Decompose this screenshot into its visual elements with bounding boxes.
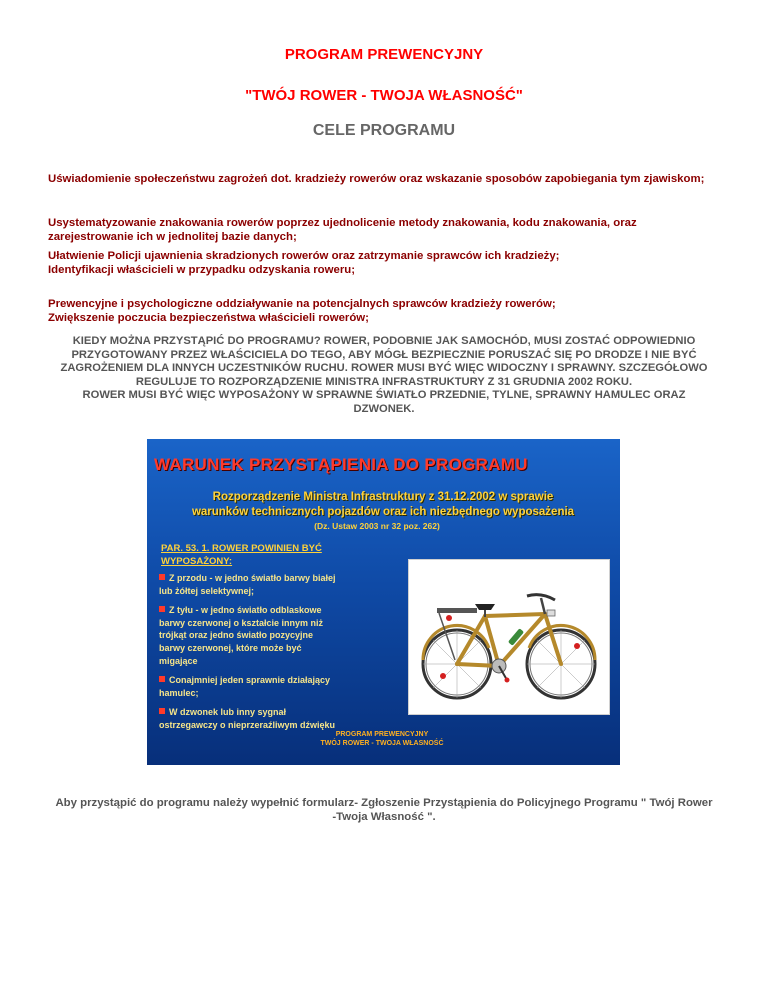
- equipment-item: [159, 572, 403, 597]
- description-line: KIEDY MOŻNA PRZYSTĄPIĆ DO PROGRAMU? ROWER, PODOBNIE JAK SAMOCHÓD, MUSI ZOSTAĆ ODPOWIEDNIO: [72, 335, 696, 347]
- equipment-list: [159, 572, 403, 739]
- slide-footer-line: TWÓJ ROWER - TWOJA WŁASNOŚĆ: [320, 740, 444, 747]
- equipment-line: lub żółtej selektywnej;: [159, 585, 255, 596]
- join-instructions-line: Aby przystąpić do programu należy wypełnić formularz- Zgłoszenie Przystąpienia do Policyjnego Programu " Twój Rower: [55, 797, 713, 809]
- equipment-line: hamulec;: [159, 687, 199, 698]
- slide-regulation-line: Rozporządzenie Ministra Infrastruktury z 31.12.2002 w sprawie: [212, 491, 554, 503]
- bullet-icon: [159, 574, 165, 580]
- equipment-line: ostrzegawczy o nieprzeraźliwym dźwięku: [159, 719, 336, 730]
- equipment-line: barwy czerwonej o kształcie innym niż: [159, 617, 324, 628]
- slide-paragraph-line: PAR. 53. 1. ROWER POWINIEN BYĆ: [161, 543, 322, 554]
- equipment-line: W dzwonek lub inny sygnał: [169, 707, 287, 718]
- slide-paragraph-line: WYPOSAŻONY:: [161, 555, 233, 567]
- goal-line: Zwiększenie poczucia bezpieczeństwa właścicieli rowerów;: [48, 312, 369, 324]
- goal-line: Usystematyzowanie znakowania rowerów poprzez ujednolicenie metody znakowania, kodu znakowania, oraz: [48, 217, 637, 229]
- equipment-line: trójkąt oraz jedno światło pozycyjne: [159, 630, 314, 641]
- description-line: REGULUJE TO ROZPORZĄDZENIE MINISTRA INFRASTRUKTURY Z 31 GRUDNIA 2002 ROKU.: [135, 375, 633, 388]
- program-description: [14, 335, 754, 416]
- goals-heading: CELE PROGRAMU: [312, 122, 456, 139]
- program-name: "TWÓJ ROWER - TWOJA WŁASNOŚĆ": [245, 87, 523, 104]
- slide-regulation-line: warunków technicznych pojazdów oraz ich niezbędnego wyposażenia: [191, 506, 575, 518]
- goal-item: [48, 216, 728, 244]
- program-condition-slide: [147, 439, 620, 765]
- join-instructions-line: -Twoja Własność ".: [332, 811, 436, 823]
- bullet-icon: [159, 708, 165, 714]
- description-line: DZWONEK.: [353, 402, 415, 415]
- description-line: ROWER MUSI BYĆ WIĘC WYPOSAŻONY W SPRAWNE ŚWIATŁO PRZEDNIE, TYLNE, SPRAWNY HAMULEC ORAZ: [82, 389, 686, 401]
- join-instructions: [24, 796, 744, 824]
- slide-paragraph: [161, 543, 396, 568]
- slide-reference: (Dz. Ustaw 2003 nr 32 poz. 262): [314, 521, 440, 531]
- bullet-icon: [159, 676, 165, 682]
- equipment-item: [159, 706, 403, 731]
- description-line: ZAGROŻENIEM DLA INNYCH UCZESTNIKÓW RUCHU. ROWER MUSI BYĆ WIĘC WIDOCZNY I SPRAWNY. SZCZEGÓŁOWO: [60, 362, 708, 374]
- equipment-item: [159, 604, 403, 667]
- slide-footer: [257, 730, 507, 748]
- goal-item: [48, 249, 728, 277]
- goal-line: zarejestrowanie ich w jednolitej bazie danych;: [48, 231, 297, 243]
- equipment-line: Conajmniej jeden sprawnie działający: [169, 675, 331, 686]
- equipment-line: Z przodu - w jedno światło barwy białej: [169, 573, 336, 583]
- equipment-item: [159, 674, 403, 699]
- page-title: PROGRAM PREWENCYJNY: [284, 46, 484, 63]
- description-line: PRZYGOTOWANY PRZEZ WŁAŚCICIELA DO TEGO, ABY MÓGŁ BEZPIECZNIE PORUSZAĆ SIĘ PO DRODZE I NIE BYĆ: [71, 348, 697, 361]
- goal-line: Ułatwienie Policji ujawnienia skradzionych rowerów oraz zatrzymanie sprawców ich kradzieży;: [48, 250, 560, 262]
- equipment-line: barwy czerwonej, które może być: [159, 642, 302, 653]
- slide-regulation: [153, 490, 613, 520]
- equipment-line: Z tyłu - w jedno światło odblaskowe: [169, 605, 322, 616]
- bicycle-image: [408, 559, 610, 715]
- slide-title: WARUNEK PRZYSTĄPIENIA DO PROGRAMU: [154, 455, 528, 474]
- goal-line: Identyfikacji właścicieli w przypadku odzyskania roweru;: [48, 264, 356, 276]
- equipment-line: migające: [159, 655, 198, 666]
- goal-line: Prewencyjne i psychologiczne oddziaływanie na potencjalnych sprawców kradzieży rowerów;: [48, 298, 556, 310]
- bullet-icon: [159, 606, 165, 612]
- goal-item: [48, 297, 728, 325]
- bicycle-icon: [409, 560, 609, 714]
- goal-item: [48, 172, 728, 186]
- goal-line: Uświadomienie społeczeństwu zagrożeń dot. kradzieży rowerów oraz wskazanie sposobów zapobiegania tym zjawiskom;: [48, 173, 705, 185]
- slide-footer-line: PROGRAM PREWENCYJNY: [335, 731, 429, 738]
